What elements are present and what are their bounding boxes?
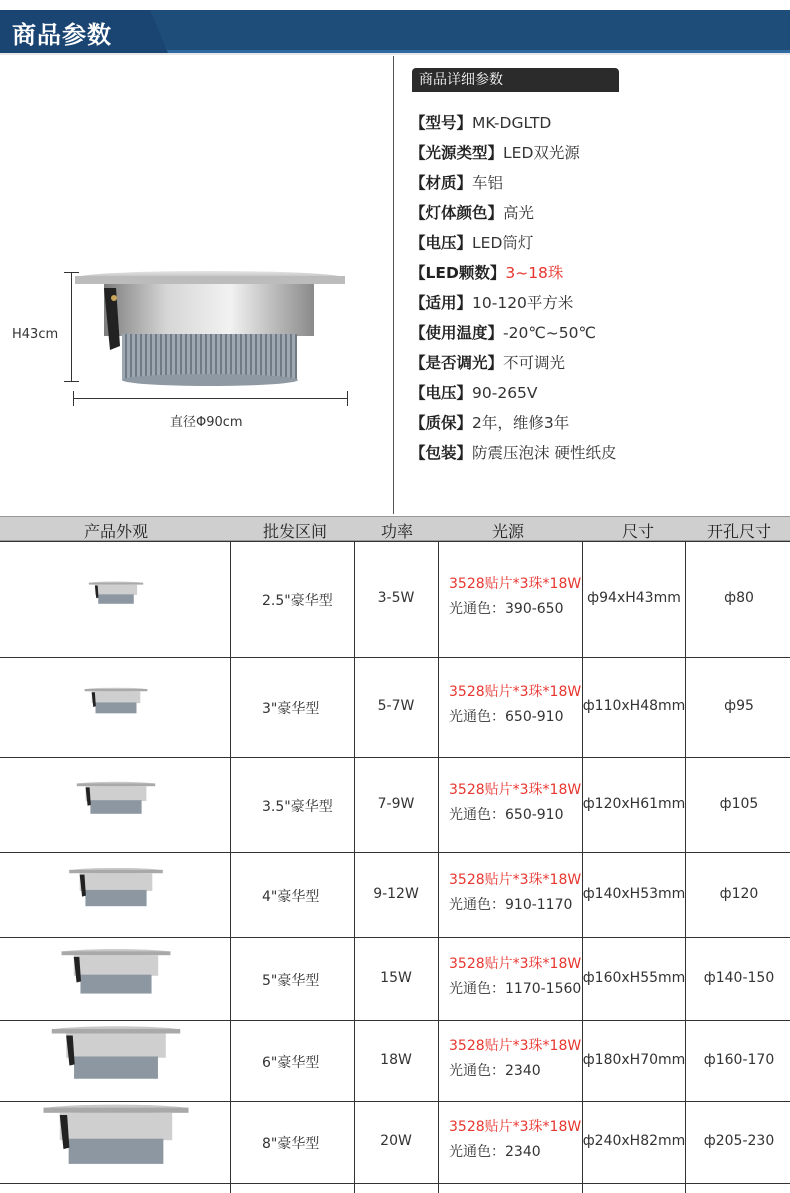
light-source-cell: 3528贴片*3珠*18W [449,1037,582,1054]
spec-item [410,351,616,381]
spec-key: 【灯体颜色】 [410,204,504,222]
light-source-cell: 3528贴片*3珠*18W [449,955,582,972]
product-thumbnail [88,581,144,606]
luminous-flux-cell: 光通色：650-910 [449,806,564,823]
table-column-divider [685,541,686,1193]
cutout-cell: ф80 [724,590,754,606]
spec-list [410,111,616,471]
spec-value: 高光 [503,204,535,222]
table-header [0,516,790,541]
luminous-flux-cell: 光通色：650-910 [449,709,564,725]
table-column-divider [582,541,583,1193]
height-label: H43cm [12,327,59,342]
diameter-dimension-tick [347,391,348,406]
spec-value: 防震压泡沫 硬性纸皮 [472,444,617,462]
size-cell: ф120xH61mm [582,795,686,812]
table-row-divider [0,852,790,853]
cutout-cell: ф160-170 [703,1051,775,1068]
spec-value: 3~18珠 [505,264,564,282]
spec-value: 10-120平方米 [472,294,574,312]
cutout-cell: ф120 [719,885,759,902]
table-column-divider [438,541,439,1193]
spec-key: 【质保】 [410,414,473,432]
spec-key: 【光源类型】 [410,144,504,162]
spec-item-highlight [410,261,616,291]
model-cell: 4"豪华型 [262,888,320,905]
spec-item [410,171,616,201]
column-header-light-source: 光源 [491,522,525,541]
product-thumbnail [42,1103,190,1170]
diameter-dimension-line [73,398,348,399]
spec-value: 不可调光 [503,354,566,372]
spec-key: 【LED颗数】 [410,264,506,282]
spec-key: 【电压】 [410,234,473,252]
spec-item [410,381,616,411]
light-source-cell: 3528贴片*3珠*18W [449,871,582,888]
spec-key: 【包装】 [410,444,473,462]
product-thumbnail [84,687,148,716]
model-cell: 5"豪华型 [262,972,320,989]
spec-item [410,441,616,471]
power-cell: 5-7W [377,698,415,714]
cutout-cell: ф95 [724,698,754,714]
column-header-appearance: 产品外观 [83,522,149,541]
spec-section-tag: 商品详细参数 [412,68,619,92]
spec-key: 【电压】 [410,384,473,402]
light-source-cell: 3528贴片*3珠*18W [449,1119,582,1135]
spec-item [410,231,616,261]
spec-key: 【是否调光】 [410,354,504,372]
spec-item [410,411,616,441]
table-column-divider [230,541,231,1193]
table-row-divider [0,657,790,658]
table-row-divider [0,937,790,938]
size-cell: ф110xH48mm [582,698,686,714]
cutout-cell: ф105 [719,795,759,812]
model-cell: 2.5"豪华型 [262,593,333,609]
spec-value: MK-DGLTD [472,114,552,132]
column-header-cutout: 开孔尺寸 [706,522,772,541]
power-cell: 18W [380,1051,412,1068]
model-cell: 3.5"豪华型 [262,798,333,815]
spec-value: -20℃~50℃ [503,324,596,342]
luminous-flux-cell: 光通色：910-1170 [449,896,573,913]
light-source-cell: 3528贴片*3珠*18W [449,781,582,798]
spec-item [410,291,616,321]
spec-value: 2年，维修3年 [472,414,570,432]
model-cell: 8"豪华型 [262,1136,320,1152]
column-header-wholesale: 批发区间 [262,522,328,541]
power-cell: 7-9W [377,795,415,812]
luminous-flux-cell: 光通色：2340 [449,1062,541,1079]
spec-value: 车铝 [472,174,504,192]
spec-key: 【型号】 [410,114,473,132]
table-column-divider [354,541,355,1193]
product-thumbnail [76,781,156,817]
table-row-divider [0,1020,790,1021]
size-cell: ф140xH53mm [582,885,686,902]
spec-key: 【使用温度】 [410,324,504,342]
size-cell: ф180xH70mm [582,1051,686,1068]
downlight-product-image [70,266,350,391]
table-row-divider [0,757,790,758]
spec-item [410,141,616,171]
table-row-divider [0,541,790,542]
spec-item [410,201,616,231]
column-header-size: 尺寸 [621,522,655,541]
column-header-power: 功率 [380,522,414,541]
size-cell: ф240xH82mm [582,1133,686,1149]
luminous-flux-cell: 光通色：390-650 [449,601,564,617]
height-dimension-line [71,272,72,382]
height-dimension-tick [64,381,79,382]
light-source-cell: 3528贴片*3珠*18W [449,576,582,592]
table-row-divider [0,1183,790,1184]
product-thumbnail [60,948,172,998]
cutout-cell: ф140-150 [703,969,775,986]
spec-item [410,321,616,351]
product-thumbnail [68,867,164,910]
luminous-flux-cell: 光通色：1170-1560 [449,980,582,997]
light-source-cell: 3528贴片*3珠*18W [449,684,582,700]
spec-value: LED筒灯 [472,234,534,252]
power-cell: 15W [380,969,412,986]
spec-key: 【材质】 [410,174,473,192]
size-cell: ф160xH55mm [582,969,686,986]
header-underline [0,53,790,55]
size-cell: ф94xH43mm [587,590,681,606]
product-thumbnail [50,1025,182,1084]
diameter-dimension-tick [73,391,74,406]
model-cell: 3"豪华型 [262,701,320,717]
spec-value: 90-265V [472,384,538,402]
diameter-label: 直径Φ90cm [170,415,243,430]
page-title: 商品参数 [12,21,112,49]
power-cell: 20W [380,1133,412,1149]
spec-item [410,111,616,141]
model-cell: 6"豪华型 [262,1054,320,1071]
spec-key: 【适用】 [410,294,473,312]
cutout-cell: ф205-230 [703,1133,775,1149]
luminous-flux-cell: 光通色：2340 [449,1144,541,1160]
power-cell: 3-5W [377,590,415,606]
spec-value: LED双光源 [503,144,580,162]
power-cell: 9-12W [373,885,419,902]
hero-divider [393,56,394,514]
height-dimension-tick [64,272,79,273]
